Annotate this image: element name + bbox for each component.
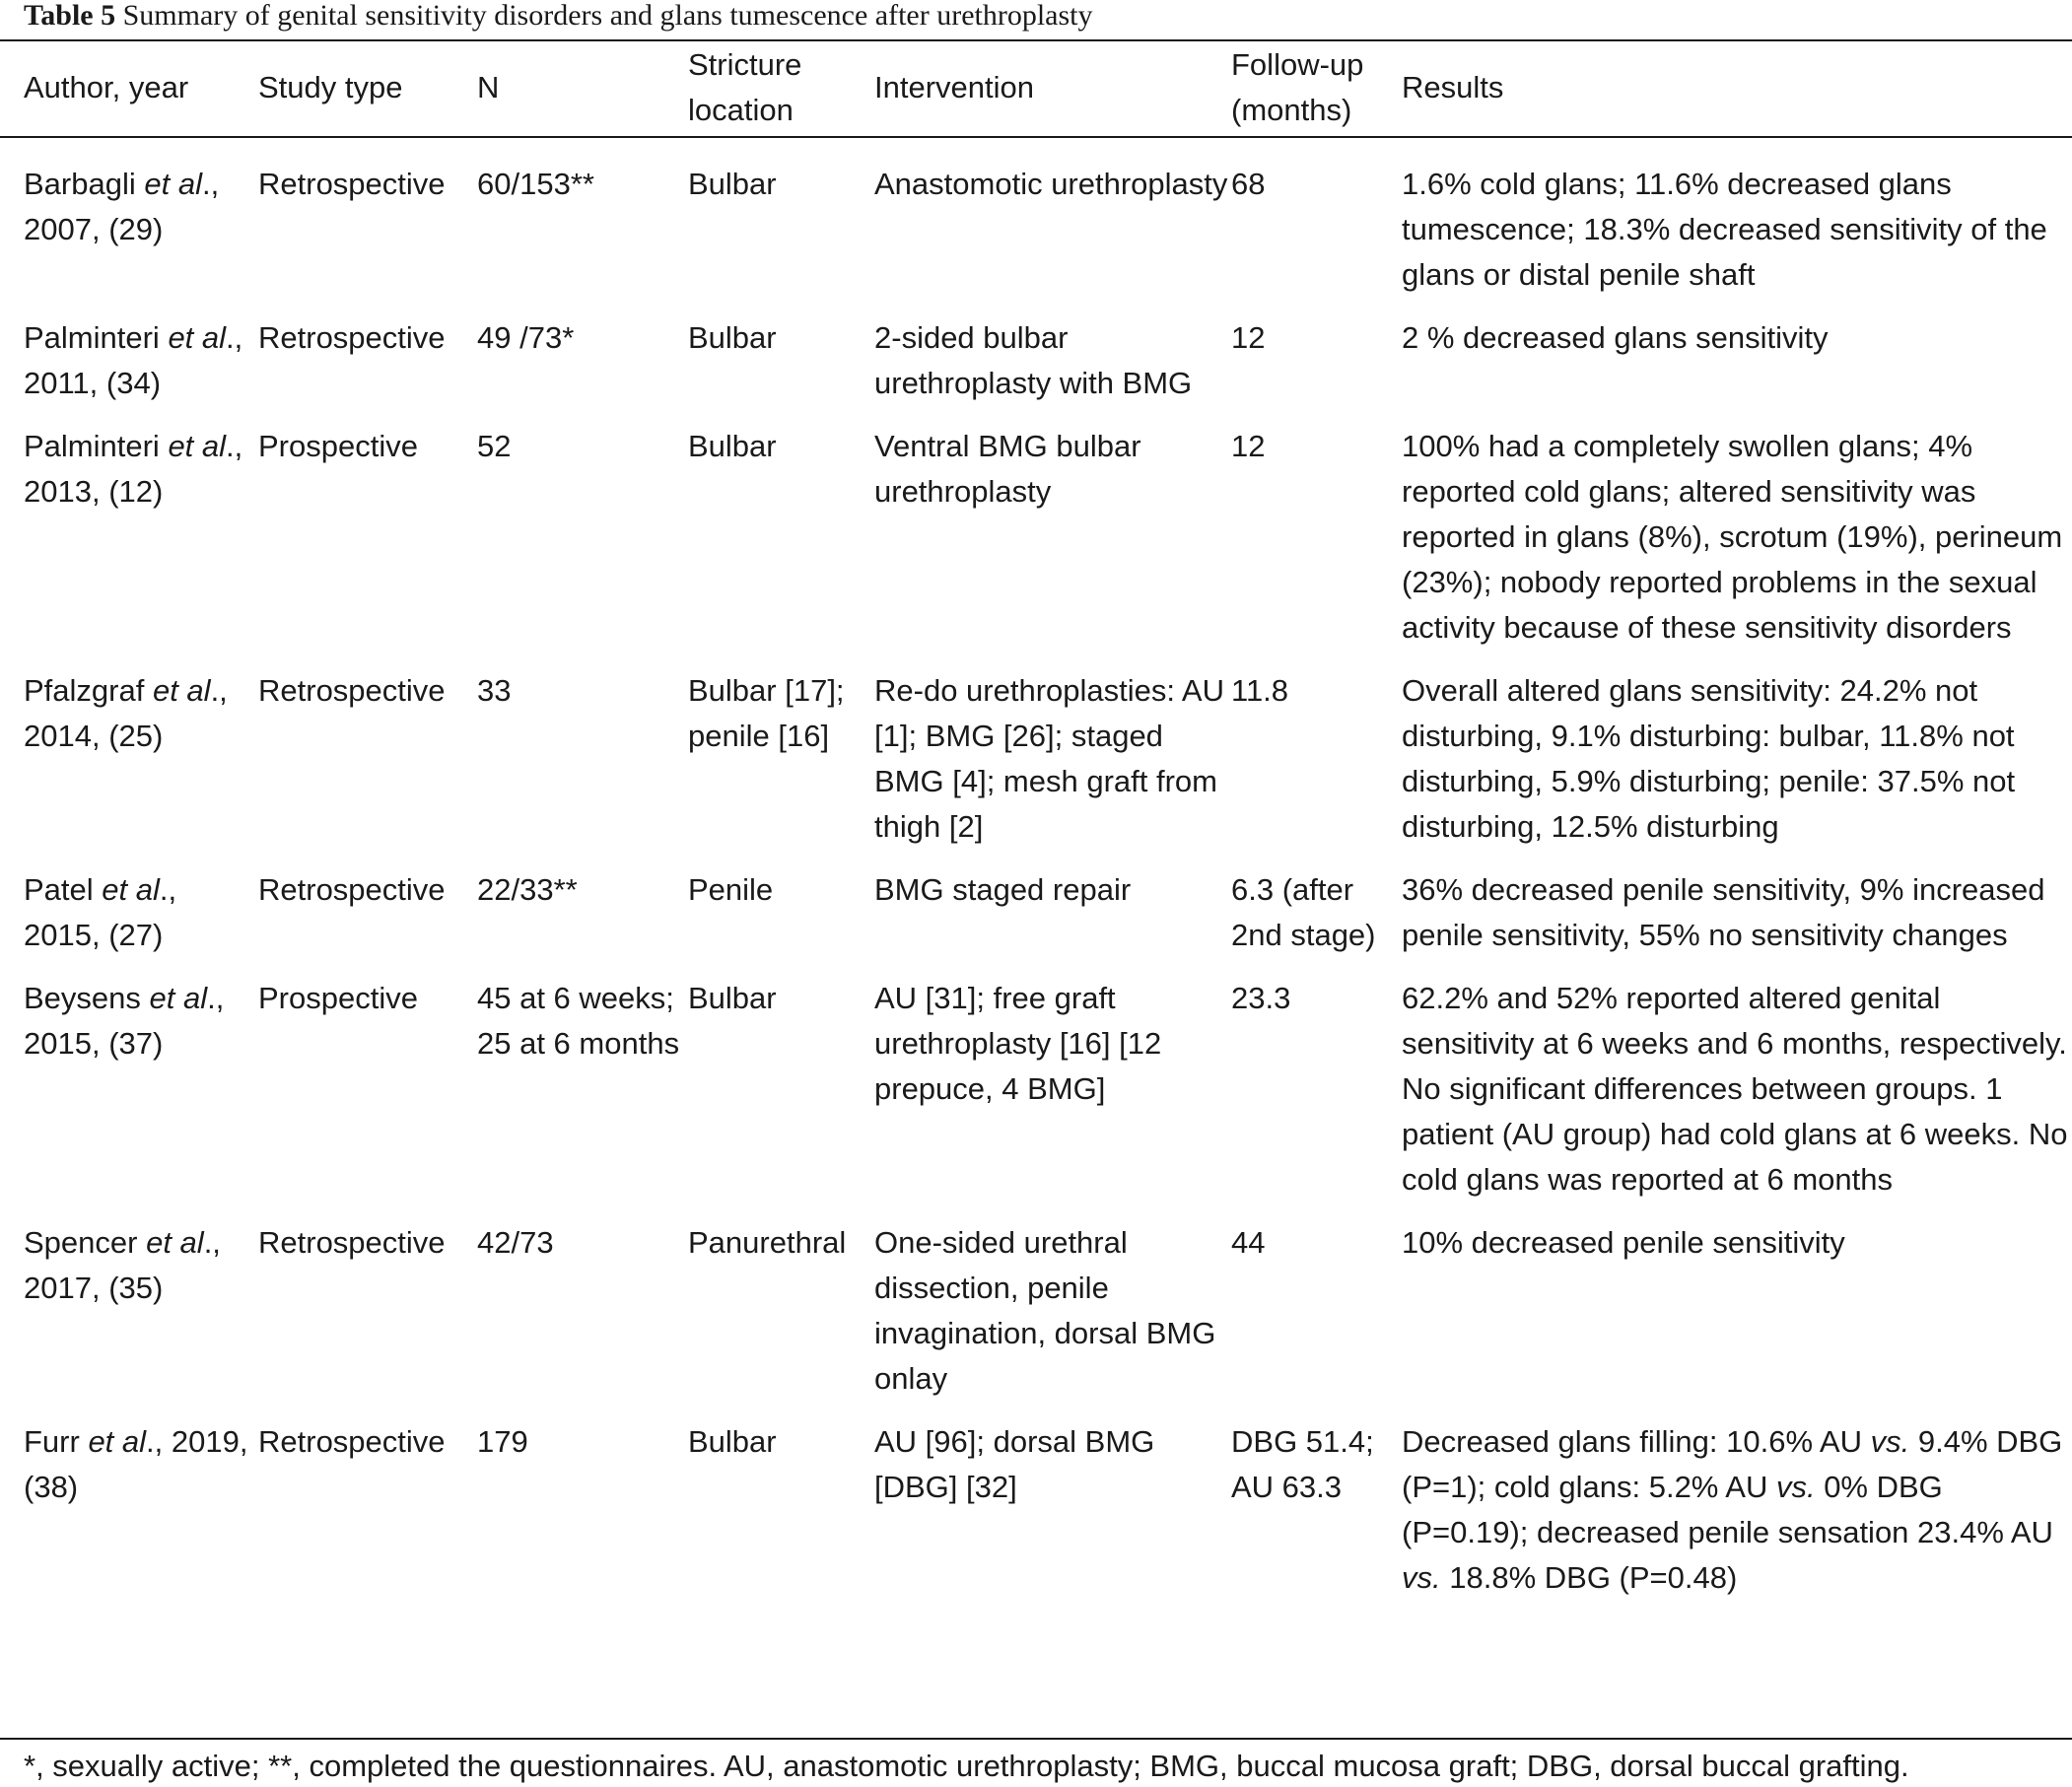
- cell-text: Retrospective: [258, 1225, 446, 1260]
- cell-study-type: [258, 1419, 477, 1601]
- cell-text: Re-do urethroplasties: AU [1]; BMG [26]; staged BMG [4]; mesh graft from thigh [2]: [874, 673, 1224, 844]
- cell-stricture-location: [688, 1419, 874, 1601]
- bottom-rule: [0, 1738, 2072, 1740]
- cell-text: Barbagli: [24, 167, 145, 201]
- cell-text: One-sided urethral dissection, penile invagination, dorsal BMG onlay: [874, 1225, 1216, 1396]
- cell-intervention: [874, 1419, 1231, 1601]
- cell-text: Prospective: [258, 429, 418, 463]
- cell-text: 52: [477, 429, 512, 463]
- summary-table: [0, 39, 2072, 1601]
- header-text: Results: [1402, 70, 1504, 104]
- table-footnote: *, sexually active; **, completed the questionnaires. AU, anastomotic urethroplasty; BMG, buccal mucosa graft; DBG, dorsal buccal grafting.: [24, 1749, 1909, 1783]
- header-text: Intervention: [874, 70, 1034, 104]
- cell-text: DBG 51.4; AU 63.3: [1231, 1424, 1374, 1504]
- cell-text: Bulbar: [688, 429, 777, 463]
- cell-text-italic: et al: [152, 673, 211, 708]
- cell-text: 179: [477, 1424, 528, 1459]
- cell-text: 22/33**: [477, 872, 578, 907]
- cell-text: ., 2014, (25): [24, 673, 228, 753]
- cell-results: [1402, 136, 2072, 315]
- header-study-type: [258, 39, 477, 136]
- cell-intervention: [874, 1220, 1231, 1419]
- table-body: [0, 136, 2072, 1601]
- header-text: Author, year: [24, 70, 189, 104]
- cell-results: [1402, 315, 2072, 424]
- cell-author-year: [0, 1220, 258, 1419]
- cell-text: ., 2017, (35): [24, 1225, 221, 1305]
- cell-text-italic: et al: [88, 1424, 147, 1459]
- cell-text: Overall altered glans sensitivity: 24.2% not disturbing, 9.1% disturbing: bulbar, 11.8% not disturbing, 5.9% disturbing; penile: 37.5% not disturbing, 12.5% disturbing: [1402, 673, 2016, 844]
- cell-intervention: [874, 976, 1231, 1220]
- cell-text: Bulbar [17]; penile [16]: [688, 673, 845, 753]
- cell-n: [477, 136, 688, 315]
- header-results: [1402, 39, 2072, 136]
- cell-follow-up: [1231, 1419, 1402, 1601]
- cell-intervention: [874, 867, 1231, 976]
- cell-intervention: [874, 136, 1231, 315]
- cell-text: ., 2011, (34): [24, 320, 243, 400]
- cell-text-italic: vs.: [1775, 1470, 1816, 1504]
- cell-results: [1402, 424, 2072, 668]
- cell-text: 100% had a completely swollen glans; 4% reported cold glans; altered sensitivity was reported in glans (8%), scrotum (19%), perineum (23%); nobody reported problems in the sexual activity because of these sensitivity disorders: [1402, 429, 2063, 645]
- header-n: [477, 39, 688, 136]
- table-title: Summary of genital sensitivity disorders and glans tumescence after urethroplasty: [115, 0, 1093, 32]
- cell-intervention: [874, 315, 1231, 424]
- cell-text: Patel: [24, 872, 103, 907]
- cell-text: ., 2015, (37): [24, 981, 225, 1061]
- cell-text-italic: et al: [149, 981, 208, 1015]
- table-row: [0, 867, 2072, 976]
- cell-follow-up: [1231, 668, 1402, 867]
- cell-text: 0% DBG (P=0.19); decreased penile sensation 23.4% AU: [1402, 1470, 2053, 1549]
- cell-text: Retrospective: [258, 872, 446, 907]
- cell-text: 44: [1231, 1225, 1266, 1260]
- cell-text: 60/153**: [477, 167, 594, 201]
- cell-text: BMG staged repair: [874, 872, 1132, 907]
- cell-n: [477, 1419, 688, 1601]
- cell-text: Retrospective: [258, 167, 446, 201]
- cell-text-italic: vs.: [1870, 1424, 1910, 1459]
- table-caption: [24, 0, 1093, 39]
- cell-text: Panurethral: [688, 1225, 847, 1260]
- cell-results: [1402, 867, 2072, 976]
- table-row: [0, 136, 2072, 315]
- cell-study-type: [258, 424, 477, 668]
- cell-text: 33: [477, 673, 512, 708]
- cell-results: [1402, 1220, 2072, 1419]
- cell-n: [477, 867, 688, 976]
- cell-text: Bulbar: [688, 1424, 777, 1459]
- cell-text: AU [31]; free graft urethroplasty [16] [12 prepuce, 4 BMG]: [874, 981, 1162, 1106]
- cell-text: 12: [1231, 320, 1266, 355]
- table-row: [0, 976, 2072, 1220]
- cell-text: Spencer: [24, 1225, 147, 1260]
- cell-stricture-location: [688, 668, 874, 867]
- table-label: Table 5: [24, 0, 116, 32]
- cell-stricture-location: [688, 1220, 874, 1419]
- table-row: [0, 424, 2072, 668]
- header-text: location: [688, 93, 794, 127]
- cell-follow-up: [1231, 424, 1402, 668]
- cell-n: [477, 668, 688, 867]
- cell-text: 11.8: [1231, 673, 1289, 708]
- cell-study-type: [258, 136, 477, 315]
- cell-text: 6.3 (after 2nd stage): [1231, 872, 1376, 952]
- cell-text: Furr: [24, 1424, 89, 1459]
- cell-text-italic: et al: [168, 429, 227, 463]
- header-text: Follow-up: [1231, 47, 1364, 82]
- cell-text: Retrospective: [258, 1424, 446, 1459]
- header-text: Study type: [258, 70, 403, 104]
- cell-study-type: [258, 1220, 477, 1419]
- cell-n: [477, 1220, 688, 1419]
- cell-follow-up: [1231, 315, 1402, 424]
- cell-text: 49 /73*: [477, 320, 575, 355]
- cell-follow-up: [1231, 867, 1402, 976]
- cell-text-italic: et al: [146, 1225, 204, 1260]
- cell-stricture-location: [688, 315, 874, 424]
- cell-text: Palminteri: [24, 429, 169, 463]
- header-text: (months): [1231, 93, 1352, 127]
- cell-text-italic: vs.: [1402, 1560, 1441, 1595]
- cell-text: Prospective: [258, 981, 418, 1015]
- cell-author-year: [0, 976, 258, 1220]
- cell-text-italic: et al: [168, 320, 227, 355]
- cell-text: 18.8% DBG (P=0.48): [1440, 1560, 1738, 1595]
- cell-text: Retrospective: [258, 320, 446, 355]
- cell-results: [1402, 1419, 2072, 1601]
- cell-study-type: [258, 315, 477, 424]
- cell-text: 1.6% cold glans; 11.6% decreased glans tumescence; 18.3% decreased sensitivity of the glans or distal penile shaft: [1402, 167, 2047, 292]
- header-stricture-location: [688, 39, 874, 136]
- cell-n: [477, 976, 688, 1220]
- header-text: N: [477, 70, 500, 104]
- cell-author-year: [0, 424, 258, 668]
- cell-text: Bulbar: [688, 981, 777, 1015]
- cell-text: 45 at 6 weeks; 25 at 6 months: [477, 981, 680, 1061]
- cell-follow-up: [1231, 976, 1402, 1220]
- header-author-year: [0, 39, 258, 136]
- cell-stricture-location: [688, 976, 874, 1220]
- cell-text-italic: et al: [144, 167, 202, 201]
- cell-author-year: [0, 315, 258, 424]
- cell-text: Retrospective: [258, 673, 446, 708]
- cell-author-year: [0, 867, 258, 976]
- cell-author-year: [0, 668, 258, 867]
- cell-n: [477, 424, 688, 668]
- header-row: [0, 39, 2072, 136]
- cell-text: 68: [1231, 167, 1266, 201]
- table-row: [0, 668, 2072, 867]
- cell-results: [1402, 668, 2072, 867]
- cell-text-italic: et al: [102, 872, 160, 907]
- cell-stricture-location: [688, 867, 874, 976]
- cell-study-type: [258, 867, 477, 976]
- cell-text: 62.2% and 52% reported altered genital sensitivity at 6 weeks and 6 months, respectively. No significant differences between groups. 1 patient (AU group) had cold glans at 6 weeks. No cold glans was reported at 6 months: [1402, 981, 2068, 1197]
- cell-text: ., 2013, (12): [24, 429, 243, 509]
- cell-text: Bulbar: [688, 320, 777, 355]
- cell-stricture-location: [688, 424, 874, 668]
- cell-text: Bulbar: [688, 167, 777, 201]
- cell-text: ., 2015, (27): [24, 872, 177, 952]
- cell-text: Decreased glans filling: 10.6% AU: [1402, 1424, 1871, 1459]
- cell-text: Pfalzgraf: [24, 673, 153, 708]
- cell-text: 12: [1231, 429, 1266, 463]
- cell-follow-up: [1231, 136, 1402, 315]
- cell-text: 9.4% DBG (P=1); cold glans: 5.2% AU: [1402, 1424, 2063, 1504]
- table-row: [0, 315, 2072, 424]
- table-row: [0, 1419, 2072, 1601]
- cell-text: Anastomotic urethroplasty: [874, 167, 1228, 201]
- cell-text: Ventral BMG bulbar urethroplasty: [874, 429, 1141, 509]
- cell-follow-up: [1231, 1220, 1402, 1419]
- cell-text: 2 % decreased glans sensitivity: [1402, 320, 1829, 355]
- cell-n: [477, 315, 688, 424]
- cell-text: Penile: [688, 872, 774, 907]
- cell-text: 42/73: [477, 1225, 554, 1260]
- cell-text: Palminteri: [24, 320, 169, 355]
- cell-text: 23.3: [1231, 981, 1291, 1015]
- cell-text: ., 2007, (29): [24, 167, 220, 246]
- cell-results: [1402, 976, 2072, 1220]
- cell-study-type: [258, 668, 477, 867]
- cell-text: 36% decreased penile sensitivity, 9% increased penile sensitivity, 55% no sensitivity changes: [1402, 872, 2045, 952]
- cell-intervention: [874, 668, 1231, 867]
- header-text: Stricture: [688, 47, 802, 82]
- header-follow-up: [1231, 39, 1402, 136]
- cell-text: 10% decreased penile sensitivity: [1402, 1225, 1845, 1260]
- header-intervention: [874, 39, 1231, 136]
- cell-author-year: [0, 1419, 258, 1601]
- cell-text: AU [96]; dorsal BMG [DBG] [32]: [874, 1424, 1155, 1504]
- table-header: [0, 39, 2072, 136]
- cell-stricture-location: [688, 136, 874, 315]
- cell-author-year: [0, 136, 258, 315]
- cell-study-type: [258, 976, 477, 1220]
- cell-intervention: [874, 424, 1231, 668]
- table-row: [0, 1220, 2072, 1419]
- cell-text: ., 2019, (38): [24, 1424, 248, 1504]
- cell-text: Beysens: [24, 981, 150, 1015]
- cell-text: 2-sided bulbar urethroplasty with BMG: [874, 320, 1193, 400]
